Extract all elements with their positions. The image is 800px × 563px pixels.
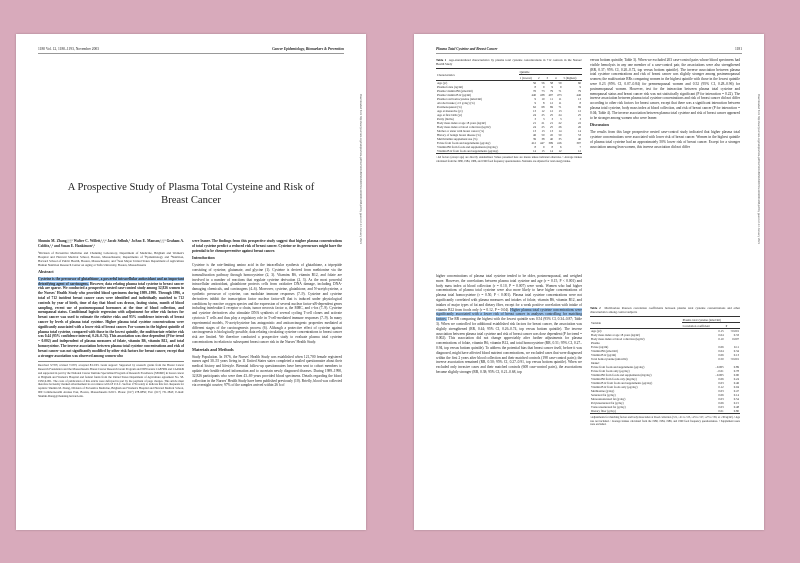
table-cell: 3 (534, 117, 537, 121)
discussion-heading: Discussion (590, 122, 609, 128)
table-cell: 9 (551, 85, 553, 89)
table-cell: 14 (533, 149, 537, 153)
table-cell: 0.15 (733, 401, 739, 405)
table-cell: Body mass index at age 18 years (kg/m²) (591, 333, 641, 337)
table-cell: 62 (533, 105, 537, 109)
paper-title: A Prospective Study of Plasma Total Cysteine and Risk of Breast Cancer (67, 182, 315, 206)
methods-text: Study Population. In 1976, the Nurses' Health Study was established when 121,700 female registered nurses aged 30–55 years living in 11 United States states completed a mailed questionnaire about their medical history and lifestyle. Biennial follow-up questionnaires have been sent to cohort members to update their health-related information and to ascertain newly diagnosed diseases. During 1989–1990, 32,826 participants who were then 43–69 years provided blood specimens. Details regarding the blood collection in the Nurses' Health Study have been published previously (10). Briefly, blood was collected via overnight courier; 97% of the samples arrived within 26 h of (192, 354, 342, 388)
table-cell: 497 (548, 93, 553, 97)
table-cell: 8 (534, 85, 537, 89)
results-text-a: higher concentrations of plasma total cysteine tended to be older, postmenopausal, and weighed more. However, the correlations between plasma total cysteine and age (r = 0.15, P < 0.001) and body mass index at blood collection (r = 0.10, P = 0.007) were weak. Women who had higher concentrations of plasma total cysteine were also more likely to have higher concentrations of plasma total homocysteine (r = 0.50, P < 0.001). Plasma total cysteine concentrations were not significantly correlated with plasma measures and intakes of folate, vitamin B6, vitamin B12, and intakes of major types of fat and dietary fiber, except for a weak positive correlation with intake of vitamin B12 from foods only (r = 0.12, P = 0.04). (436, 274, 582, 312)
table-cell: 11 (550, 97, 553, 101)
table-header: 5 (highest) (562, 75, 582, 81)
table-cell: 13 (550, 129, 553, 133)
table-cell: 0.80 (733, 409, 739, 413)
table-cell: 0.89 (733, 365, 739, 369)
table-cell: Intakeᵇ (591, 361, 600, 365)
table-cell: 9 (559, 85, 562, 89)
table-cell: 12 (578, 109, 581, 113)
right-column (192, 239, 342, 521)
table-cell: 8 (551, 145, 553, 149)
table-cell: 71 (558, 89, 562, 93)
table-cell: 399 (548, 141, 553, 145)
table-cell: 0.04 (718, 349, 724, 353)
table-cell: 15 (541, 149, 545, 153)
table-cell: 13 (578, 97, 581, 101)
table-cell: 0.06 (718, 401, 724, 405)
table-1-grid (436, 68, 582, 154)
table-cell: Plasma folate (ng/ml) (437, 85, 463, 89)
table-cell: 397 (576, 141, 581, 145)
table-header: Variable (590, 317, 682, 329)
table-cell: 3 (579, 117, 581, 121)
author-list: Shumin M. Zhang,¹,²,³ Walter C. Willett,¹,²,⁴ Jacob Selhub,⁵ JoAnn E. Manson,¹,²,³ Graham A. Colditz,¹,² and Susan E. Hankinson¹,² (38, 239, 184, 248)
affiliations: ¹Division of Preventive Medicine and Channing Laboratory, Department of Medicine, Brigham and Women's Hospital and Harvard Medical School, Boston, Massachusetts; Departments of ²Epidemiology and ⁴Nutrition, Harvard School of Public Health, Boston, Massachusetts; and ⁵Jean Mayer United States Department of Agriculture Human Nutrition Research Center on Aging at Tufts University, Boston, Massachusetts (38, 250, 184, 267)
table-cell: 0.04 (718, 333, 724, 337)
table-cell: 25 (541, 125, 545, 129)
table-cell: Multivitamin supplement use (%) (437, 137, 478, 141)
table-cell: Body mass index at age 18 years (kg/m²) (437, 121, 487, 125)
table-cell: 438 (540, 93, 545, 97)
table-cell: 13 (533, 129, 537, 133)
table-cell: 38 (541, 137, 545, 141)
table-cell: 0.04 (733, 385, 739, 389)
table-cell: Plasma total homocysteine (nmol/ml) (437, 97, 483, 101)
table-cell: 12 (550, 101, 553, 105)
introduction-heading: Introduction (192, 255, 215, 261)
table-cell: Plasma vitamin B6 (pmol/ml) (437, 89, 473, 93)
table-cell: 60 (578, 81, 581, 85)
abstract-heading: Abstract (38, 268, 54, 274)
table-cell: Trans unsaturated fat (g/day) (591, 405, 626, 409)
table-cell: History of benign breast disease (%) (437, 133, 481, 137)
table-cell: Vitamin B12 from foods and supplements (μg/day) (591, 381, 653, 385)
table-cell: Vitamin B12 (pg/ml) (591, 353, 617, 357)
table-cell: 13 (533, 109, 537, 113)
table-cell: 12 (558, 149, 562, 153)
table-cell: Vitamin B12 from foods only (μg/day) (591, 385, 638, 389)
table-2 (590, 306, 740, 522)
table-cell: Vitamin B6 from foods and supplements (mg/day) (591, 373, 652, 377)
table-header: P (725, 323, 740, 329)
table-cell: −0.01 (716, 369, 724, 373)
table-cell: Vitamin B6 (pmol/ml) (591, 349, 618, 353)
table-cell: Folate from foods only (μg/day) (591, 369, 630, 373)
table-cell: 46 (533, 133, 537, 137)
table-cell: Vitamin B6 from foods and supplements (mg/day) (437, 145, 498, 149)
table-cell: 446 (576, 93, 581, 97)
table-1 (436, 58, 582, 268)
table-cell: <0.001 (730, 329, 739, 333)
table-cell: Plasma (591, 341, 600, 345)
table-cell: 0.48 (733, 405, 739, 409)
table-cell: Total homocysteine (nmol/ml) (591, 357, 628, 361)
table-cell: 21 (550, 121, 553, 125)
table-cell: 73 (541, 89, 545, 93)
table-cell: Saturated fat (g/day) (591, 393, 616, 397)
table-cell: 76 (533, 89, 537, 93)
table-cell: −0.005 (715, 365, 724, 369)
table-cell: 11 (558, 97, 562, 101)
table-cell: 14 (550, 149, 553, 153)
table-cell: 0.90 (733, 373, 739, 377)
table-cell: Age (yr)ᵃ (591, 329, 603, 333)
table-cell: 0.007 (732, 337, 739, 341)
table-cell: 11 (558, 101, 562, 105)
table-cell: Age (yr) (437, 81, 448, 85)
table-cell: Body mass index at blood collection (kg/m²) (591, 337, 645, 341)
table-cell: 40 (578, 137, 581, 141)
introduction-text: Cysteine is the rate-limiting amino acid in the intracellular synthesis of glutathione, a tripeptide consisting of cysteine, glutamate, and glycine (1). Cysteine is derived from methionine via the transsulfuration pathway through homocysteine (2, 3). Vitamins B6, vitamin B12, and folate are involved in a number of reactions that regulate cysteine derivation (2, 3). As the most powerful intracellular antioxidant, glutathione protects cells from oxidative DNA damage, including DNA-damaging chemicals, and carcinogens (4–6). Moreover, cysteine, glutathione, and N-acetylcysteine, a synthetic precursor of cysteine, can modulate immune responses (7–9). Cysteine and cysteine derivatives inhibit the transcription factor nuclear factor-κB that is induced under physiological conditions by reactive oxygen species and the expression of several nuclear factor-κB-dependent genes including interleukin-2 receptor α chain, tumor necrosis factor α, the MHC, and c-fos (7–9). Cysteine and cysteine derivatives also stimulate DNA synthesis of several cycling T-cell clones and activate cytotoxic T cells and thus play a regulatory role in T-cell-mediated immune responses (7–9). In many experimental models, N-acetylcysteine has antagonistic and anticarcinogenic properties mediated at different stages of the carcinogenesis process (6). Although a protective effect of cysteine against carcinogenesis is biologically possible, data relating circulating cysteine concentrations to breast cancer risk are limited. We therefore conducted a prospective study to evaluate plasma total cysteine concentrations in relation to subsequent breast cancer risk in the Nurses' Health Study. (192, 263, 342, 344)
table-cell: 0.06 (718, 345, 724, 349)
table-cell: 79 (550, 89, 553, 93)
table-cell: Monounsaturated fat (g/day) (591, 397, 626, 401)
table-cell: 0.06 (718, 353, 724, 357)
table-header: Plasma total cysteine (nmol/ml) (682, 317, 740, 323)
table-cell: 56 (533, 81, 537, 85)
table-cell: Age at menarche (yr) (437, 109, 463, 113)
table-cell: Plasma vitamin B12 (pg/ml) (437, 93, 472, 97)
table-cell: Vitamin B12 from foods and supplements (μg/day) (437, 149, 499, 153)
table-cell: 9 (534, 101, 537, 105)
table-cell: 0.10 (718, 337, 724, 341)
table-cell: 50 (541, 133, 545, 137)
table-cell: 416 (556, 141, 562, 145)
abstract-continuation: were leaner. The findings from this prospective study suggest that higher plasma concentrations of total cysteine predict a reduced risk of breast cancer. Cysteine or its precursors might have the potential to be chemopreventive against breast cancer. (192, 239, 342, 253)
table-1-footnote: ᵃ All factors (except age) are directly standardized. Values presented here are means unless indicated otherwise. ᵇ Average intakes calculated from the 1980, 1984, 1986, and 1990 food frequency questionnaires. Nutrients are adjusted for total energy intake. (436, 156, 582, 163)
results-text-b: The RR comparing the highest with the lowest quintile was 0.54 (95% CI, 0.34–0.87; Table 3). When we controlled for additional established risk factors for breast cancer, the association was slightly strengthened (RR, 0.44; 95% CI, 0.26–0.74, top versus bottom quintile). The inverse association between plasma total cysteine and risk of breast cancer was dose dependent (P for trend = 0.002). This association did not change appreciably after further adjustments for plasma concentrations of folate, vitamin B6, vitamin B12, and total homocysteine (RR, 0.51; 95% CI, 0.27–0.94, top versus bottom quintile). To address the potential bias that breast cancer itself, before it was diagnosed, might have affected blood nutrient concentrations, we excluded cases that were diagnosed within the first 2 years after blood collection and their matched controls (198 case-control pairs); the inverse association remained (RR, 0.50; 95% CI, 0.27–0.91, top versus bottom quintile). When we excluded only invasive cases and their matched controls (608 case-control pairs), the associations became slightly stronger (RR, 0.38; 95% CI, 0.21–0.68, top (436, 317, 582, 374)
table-cell: Age at first birth (yr) (437, 113, 463, 117)
table-cell: 59 (558, 81, 562, 85)
table-cell: 25 (541, 113, 545, 117)
table-cell: 9 (534, 97, 537, 101)
table-cell: 8 (543, 101, 545, 105)
table-cell: 440 (531, 93, 537, 97)
table-header: 4 (554, 75, 562, 81)
table-cell: 45 (550, 133, 553, 137)
table-header: 1 (lowest) (519, 75, 537, 81)
table-cell: Vitamin B6 from foods only (mg/day) (591, 377, 637, 381)
table-cell: 69 (578, 105, 581, 109)
abstract-highlight: Cysteine is the precursor of glutathione, a powerful intracellular antioxidant and an important detoxifying agent of carcinogens. (38, 276, 184, 286)
table-cell: 0.46 (733, 381, 739, 385)
table-1-caption: Table 1 Age-standardized characteristics by plasma total cysteine concentrations in 712 controls in the Nurses' Health Study (436, 58, 582, 66)
download-side-tag: Downloaded from http://aacrjournals.org/cebp/article-pdf/12/11/1188/3183067/ce1103001188.pdf by guest on 14 January 2021 (757, 94, 760, 244)
table-cell: 50 (558, 133, 562, 137)
methods-heading: Materials and Methods (192, 346, 234, 352)
table-cell: Postmenopausal (%) (437, 105, 462, 109)
table-cell: Mother or sister with breast cancer (%) (437, 129, 484, 133)
table-cell: 24 (558, 113, 562, 117)
table-cell: 71 (558, 105, 562, 109)
table-cell: 21 (533, 121, 537, 125)
table-cell: 68 (541, 105, 545, 109)
table-cell: Folate (ng/ml) (591, 345, 609, 349)
table-cell: 24 (533, 125, 537, 129)
table-cell: 0.06 (718, 377, 724, 381)
table-cell: 0.15 (718, 329, 724, 333)
running-header (436, 47, 742, 54)
table-cell: Dietary fiber (g/day) (591, 409, 616, 413)
table-header: Quintile (519, 69, 582, 75)
table-cell: 13 (541, 129, 545, 133)
table-cell: 0.03 (718, 405, 724, 409)
table-cell: 12 (578, 149, 581, 153)
table-cell: 40 (550, 137, 553, 141)
table-cell: 14 (558, 129, 562, 133)
left-column-text (436, 274, 582, 522)
abstract-text: However, data relating plasma total cysteine to breast cancer risk are sparse. We conducted a prospective nested case-control study among 32,826 women in the Nurses' Health Study who provided blood specimens during 1989–1990. Through 1996, a total of 712 incident breast cancer cases were identified and individually matched to 712 controls by year of birth, time of day that blood was drawn, fasting status, month of blood sampling, recent use of postmenopausal hormones at the time of blood collection, and menopausal status. Conditional logistic regression with adjustment for other risk factors for breast cancer was used to estimate the relative risks and 95% confidence intervals of breast cancer by levels of plasma total cysteine. Higher plasma total cysteine concentrations were significantly associated with a lower risk of breast cancer. For women in the highest quintile of plasma total cysteine, compared with those in the lowest quintile, the multivariate relative risk was 0.44 (95% confidence interval, 0.26–0.74). This association was dose dependent (P for trend = 0.002) and independent of plasma measures of folate, vitamin B6, vitamin B12, and total homocysteine. The inverse association between plasma total cysteine concentrations and risk of breast cancer was not significantly modified by other risk factors for breast cancer, except that a stronger association was observed among women who (38, 281, 184, 358)
table-cell: Folate from foods and supplements (μg/day) (437, 141, 491, 145)
table-cell: 7 (579, 145, 581, 149)
table-cell: 24 (533, 113, 537, 117)
table-2-grid (590, 316, 740, 414)
table-cell: 21 (541, 121, 545, 125)
table-cell: 0.01 (718, 409, 724, 413)
footnote: Received 3/7/03; revised 7/2/03; accepted 8/12/03. Grant support: Supported by research grants from the Breast Cancer Research Foundation and the Massachusetts Breast Cancer Research Grant Program and NIH Grants CA87969 and CA49449 and supported in part by the National Cancer Institute Specialized Program of Research Excellence (SPORE) in breast cancer at Brigham and Women's Hospital and federal funds from the United States Department of Agriculture agreement No. 58-1950-9-001. The costs of publication of this article were defrayed in part by the payment of page charges. This article must therefore be hereby marked advertisement in accordance with 18 U.S.C. Section 1734 solely to indicate this fact. Requests for reprints: Shumin M. Zhang, Division of Preventive Medicine, Brigham and Women's Hospital and Harvard Medical School, 900 Commonwealth Avenue East, Boston, Massachusetts 02215. Phone: (617) 278-0856; Fax: (617) 731-3843; E-mail: Shumin.Zhang@channing.harvard.edu. (38, 363, 184, 398)
table-cell: 79 (578, 89, 581, 93)
table-cell: 0.47 (733, 389, 739, 393)
abstract-body (38, 277, 184, 359)
table-cell: 0.03 (718, 381, 724, 385)
table-cell: 0.33 (733, 333, 739, 337)
left-column (38, 239, 184, 521)
table-cell: 22 (578, 121, 581, 125)
paper-page-left (16, 34, 366, 530)
table-cell: Body mass index at blood collection (kg/m²) (437, 125, 491, 129)
results-continued: versus bottom quintile; Table 3). When we excluded 203 case-control pairs whose blood specimens had visible hemolysis in any one member of a case-control pair, the associations were also strengthened (RR, 0.37; 95% CI, 0.20–0.72, top versus bottom quintile). The inverse association between plasma total cysteine concentrations and risk of breast cancer was slightly stronger among postmenopausal women; the multivariate RRs comparing women in the highest quintile with those in the lowest quintile were 0.23 (95% CI, 0.07–0.84) for premenopausal women and 0.52 (95% CI, 0.28–0.96) for postmenopausal women. However, test for the interaction between plasma total cysteine and menopausal status and breast cancer risk was not statistically significant (P for interaction = 0.22). The inverse association between plasma total cysteine concentrations and risk of breast cancer did not differ according to other risk factors for breast cancer, except that there was a significant interaction between plasma total cysteine, body mass index at blood collection, and risk of breast cancer (P for interaction = 0.04; Table 4). The inverse association between plasma total cysteine and risk of breast cancer appeared to be stronger among women who were leaner. (590, 58, 740, 120)
table-cell: 35 (558, 137, 562, 141)
table-cell: Polyunsaturated fat (g/day) (591, 401, 624, 405)
table-cell: 3 (543, 117, 545, 121)
header-right: 1181 (734, 47, 742, 51)
right-column-text (590, 58, 740, 228)
table-cell: 0.13 (733, 353, 739, 357)
table-cell: 14 (578, 129, 581, 133)
header-left: Plasma Total Cysteine and Breast Cancer (436, 47, 498, 51)
table-cell: 8 (579, 101, 581, 105)
table-cell: 58 (550, 81, 553, 85)
table-cell: 25 (550, 125, 553, 129)
header-left: 1180 Vol. 12, 1180–1193, November 2003 (38, 47, 99, 51)
table-cell: 473 (556, 93, 562, 97)
table-cell: Folate from foods and supplements (μg/day) (591, 365, 645, 369)
table-cell: 10 (541, 97, 545, 101)
table-header: 2 (537, 75, 545, 81)
table-cell: 0.34 (733, 349, 739, 353)
table-header: 3 (546, 75, 554, 81)
table-cell: 9 (543, 145, 545, 149)
table-cell: 22 (558, 121, 562, 125)
table-cell: 3 (559, 117, 562, 121)
table-cell: 0.14 (733, 393, 739, 397)
table-cell: 69 (550, 105, 553, 109)
table-header: Correlation coefficient (682, 323, 725, 329)
table-row (436, 149, 582, 154)
table-cell: 26 (578, 125, 581, 129)
table-cell: 0.03 (718, 397, 724, 401)
table-cell: −0.005 (715, 373, 724, 377)
table-cell: 0.11 (733, 345, 739, 349)
results-highlight: Higher plasma total cysteine concentrations were significantly associated with a lower risk of breast cancer in analyses controlling for matching factors. (436, 307, 582, 322)
table-cell: 25 (578, 113, 581, 117)
table-cell: Parity (births) (437, 117, 454, 121)
table-header: Characteristics (436, 69, 519, 81)
table-cell: 0.24 (733, 377, 739, 381)
table-cell: 39 (533, 137, 537, 141)
table-cell: 56 (541, 81, 545, 85)
table-cell: Alcohol intake (≥15 g/day) (%) (437, 101, 475, 105)
table-cell: 26 (558, 125, 562, 129)
table-cell: 9 (543, 85, 545, 89)
table-cell: 0.54 (733, 397, 739, 401)
running-header (38, 47, 344, 54)
table-cell: 12 (550, 109, 553, 113)
table-cell: 447 (540, 141, 545, 145)
header-right: Cancer Epidemiology, Biomarkers & Prevention (272, 47, 344, 51)
table-cell: 0.50 (718, 357, 724, 361)
download-side-tag: Downloaded from http://aacrjournals.org/cebp/article-pdf/12/11/1188/3183067/ce1103001188.pdf by guest on 14 January 2021 (359, 94, 362, 244)
table-2-caption: Table 2 Multivariate Pearson correlation coefficients between plasma total cysteine concentrations and other characteristics among control subjects (590, 306, 740, 314)
table-2-footnote: ᵃ Adjustments for matching factors and body mass index at blood collection (<21, ≥21 to <25, ≥25 to <27, ≥27 to <30, or ≥30 kg/m²). ᵇ Age was not included. ᶜ Average intakes calculated from the 1980, 1984, 1986, and 1990 food frequency questionnaires. ᵈ Supplement users were excluded. (590, 416, 740, 426)
table-cell: 0.78 (733, 369, 739, 373)
table-cell: 53 (578, 133, 581, 137)
table-row (590, 409, 740, 414)
discussion-text: The results from this large prospective nested case-control study indicated that higher plasma total cysteine concentrations were associated with lower risk of breast cancer. Women in the highest quintile of plasma total cysteine had an approximately 50% lower risk of breast cancer. Except for a stronger association among lean women, this inverse association did not differ (590, 130, 740, 149)
table-cell: 25 (550, 113, 553, 117)
paper-page-right (414, 34, 764, 530)
table-cell: <0.001 (730, 357, 739, 361)
table-cell: 0.06 (718, 393, 724, 397)
table-cell: 0.03 (718, 389, 724, 393)
table-cell: 3 (551, 117, 553, 121)
table-cell: 8 (534, 145, 537, 149)
table-cell: Methionine (g/day) (591, 389, 615, 393)
table-cell: 6 (559, 145, 562, 149)
table-cell: 12 (541, 109, 545, 113)
table-cell: 9 (579, 85, 581, 89)
table-cell: 0.12 (718, 385, 724, 389)
table-cell: 13 (558, 109, 562, 113)
table-cell: 412 (531, 141, 537, 145)
